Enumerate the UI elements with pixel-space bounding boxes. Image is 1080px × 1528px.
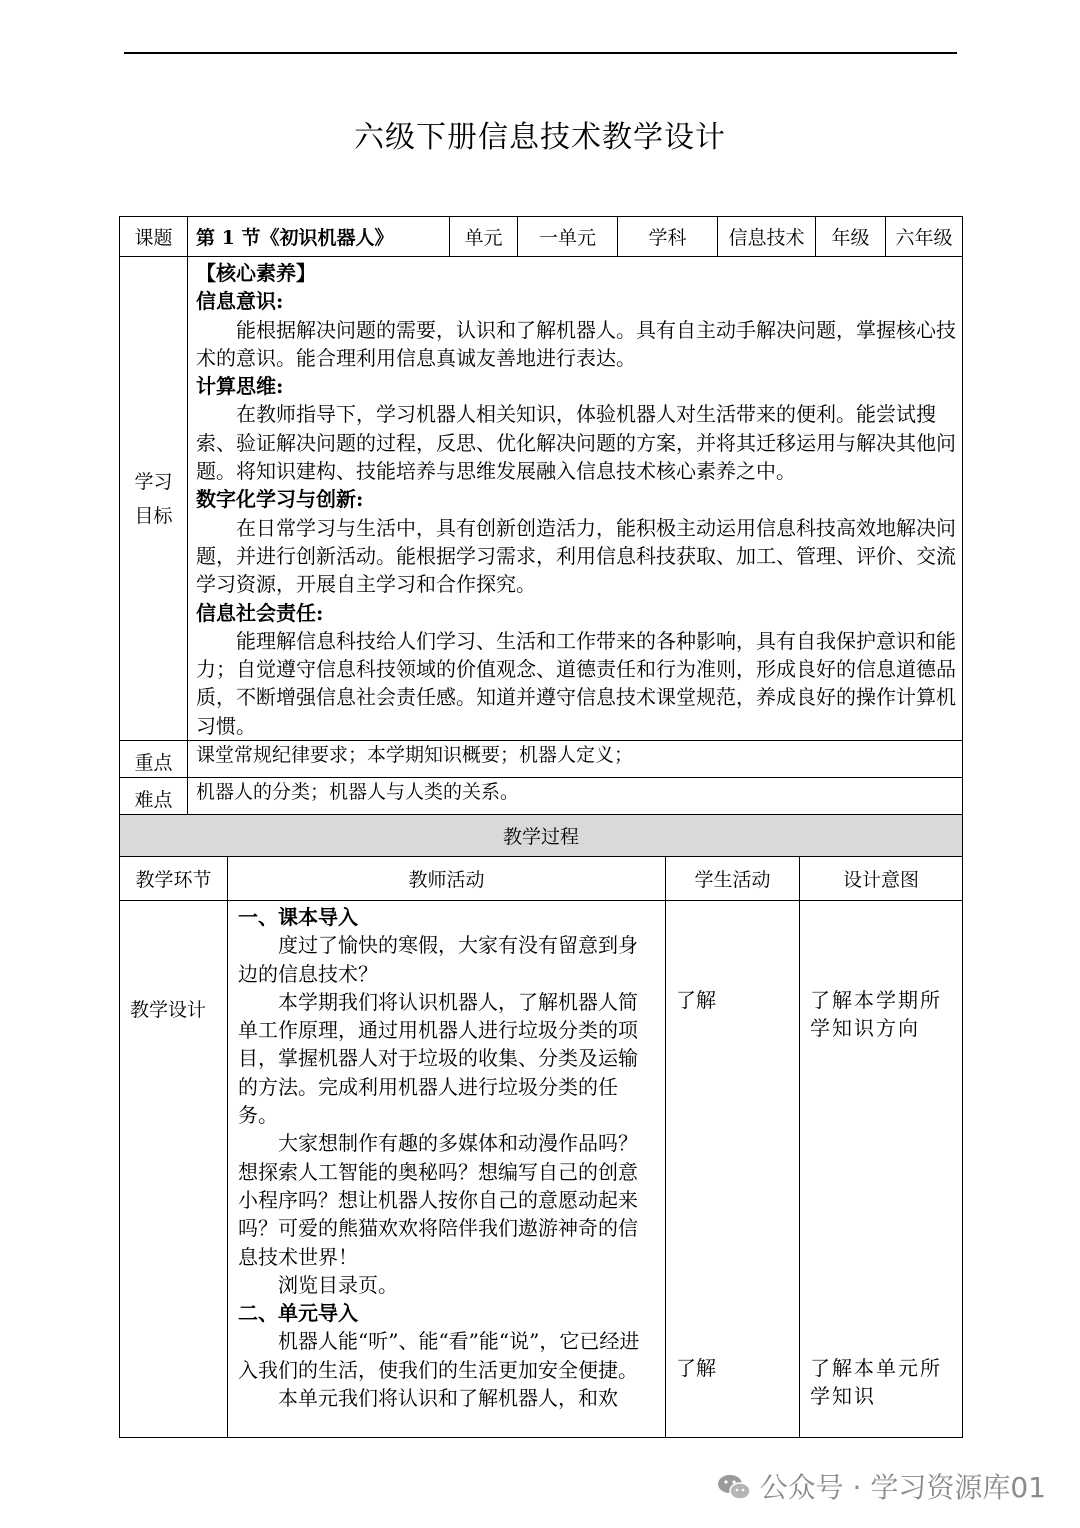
unit-value: 一单元 xyxy=(518,217,618,257)
process-table xyxy=(119,814,963,1438)
difficulties-label: 难点 xyxy=(120,778,188,815)
process-header-row xyxy=(120,857,963,901)
section1-title: 一、课本导入 xyxy=(238,905,358,929)
subject-value: 信息技术 xyxy=(718,217,816,257)
objectives-label-line1: 学习 xyxy=(134,470,173,493)
topic-label: 课题 xyxy=(120,217,188,257)
key-points-text: 课堂常规纪律要求；本学期知识概要；机器人定义； xyxy=(188,741,963,778)
section1-p3: 大家想制作有趣的多媒体和动漫作品吗？想探索人工智能的奥秘吗？想编写自己的创意小程序吗？想让机器人按你自己的意愿动起来吗？可爱的熊猫欢欢将陪伴我们遨游神奇的信息技术世界！ xyxy=(238,1131,638,1269)
student-activity-cell xyxy=(666,901,800,1438)
key-points-label: 重点 xyxy=(120,741,188,778)
objectives-row xyxy=(120,257,963,741)
col-student-header: 学生活动 xyxy=(666,857,800,901)
key-points-row xyxy=(120,741,963,778)
design-intent-2: 了解本单元所学知识 xyxy=(810,1356,942,1409)
objectives-label-line2: 目标 xyxy=(134,504,173,527)
watermark-text: 公众号 · 学习资源库01 xyxy=(759,1471,1046,1504)
col-teacher-header: 教师活动 xyxy=(228,857,666,901)
info-awareness-text: 能根据解决问题的需要，认识和了解机器人。具有自主动手解决问题，掌握核心技术的意识。能合理利用信息真诚友善地进行表达。 xyxy=(196,317,956,370)
section2-p2: 本单元我们将认识和了解机器人，和欢 xyxy=(278,1386,618,1411)
topic-value: 第 1 节《初识机器人》 xyxy=(188,217,450,257)
unit-label: 单元 xyxy=(450,217,518,257)
difficulties-row xyxy=(120,778,963,815)
top-rule xyxy=(124,52,957,54)
difficulties-text: 机器人的分类；机器人与人类的关系。 xyxy=(188,778,963,815)
watermark xyxy=(716,1466,1046,1506)
col-stage-header: 教学环节 xyxy=(120,857,228,901)
stage-cell: 教学设计 xyxy=(120,901,228,1438)
section2-title: 二、单元导入 xyxy=(238,1301,358,1326)
digital-title: 数字化学习与创新: xyxy=(196,487,364,512)
digital-text: 在日常学习与生活中，具有创新创造活力，能积极主动运用信息科技高效地解决问题，并进行创新活动。能根据学习需求，利用信息科技获取、加工、管理、评价、交流学习资源，开展自主学习和合作探究。 xyxy=(196,515,956,597)
social-text: 能理解信息科技给人们学习、生活和工作带来的各种影响，具有自我保护意识和能力；自觉遵守信息科技领域的价值观念、道德责任和行为准则，形成良好的信息道德品质，不断增强信息社会责任感。知道并遵守信息技术课堂规范，养成良好的操作计算机习惯。 xyxy=(196,628,956,738)
process-body-row xyxy=(120,901,963,1438)
social-title: 信息社会责任: xyxy=(196,600,324,625)
grade-value: 六年级 xyxy=(886,217,963,257)
section1-p1: 度过了愉快的寒假，大家有没有留意到身边的信息技术？ xyxy=(238,933,638,986)
wechat-icon xyxy=(716,1473,752,1499)
info-awareness-title: 信息意识: xyxy=(196,289,284,314)
grade-label: 年级 xyxy=(816,217,886,257)
info-table xyxy=(119,216,963,815)
subject-label: 学科 xyxy=(618,217,718,257)
header-row xyxy=(120,217,963,257)
student-activity-1: 了解 xyxy=(676,988,716,1012)
computational-text: 在教师指导下，学习机器人相关知识，体验机器人对生活带来的便利。能尝试搜索、验证解决问题的过程，反思、优化解决问题的方案，并将其迁移运用与解决其他问题。将知识建构、技能培养与思维发展融入信息技术核心素养之中。 xyxy=(196,402,956,484)
computational-title: 计算思维: xyxy=(196,374,284,399)
section1-p2: 本学期我们将认识机器人，了解机器人简单工作原理，通过用机器人进行垃圾分类的项目，掌握机器人对于垃圾的收集、分类及运输的方法。完成利用机器人进行垃圾分类的任务。 xyxy=(238,989,638,1128)
objectives-label xyxy=(120,257,188,741)
design-intent-cell xyxy=(800,901,963,1438)
section2-p1: 机器人能“听”、能“看”能“说”，它已经进入我们的生活，使我们的生活更加安全便捷。 xyxy=(238,1329,640,1382)
core-literacy-heading: 【核心素养】 xyxy=(196,261,316,285)
process-banner-row xyxy=(120,815,963,857)
page-title: 六级下册信息技术教学设计 xyxy=(354,120,726,155)
process-banner: 教学过程 xyxy=(120,815,963,857)
design-intent-1: 了解本学期所学知识方向 xyxy=(810,988,942,1041)
student-activity-2: 了解 xyxy=(676,1356,716,1380)
col-intent-header: 设计意图 xyxy=(800,857,963,901)
teacher-activity-cell xyxy=(228,901,666,1438)
section1-p4: 浏览目录页。 xyxy=(278,1272,398,1297)
objectives-content xyxy=(188,257,963,741)
